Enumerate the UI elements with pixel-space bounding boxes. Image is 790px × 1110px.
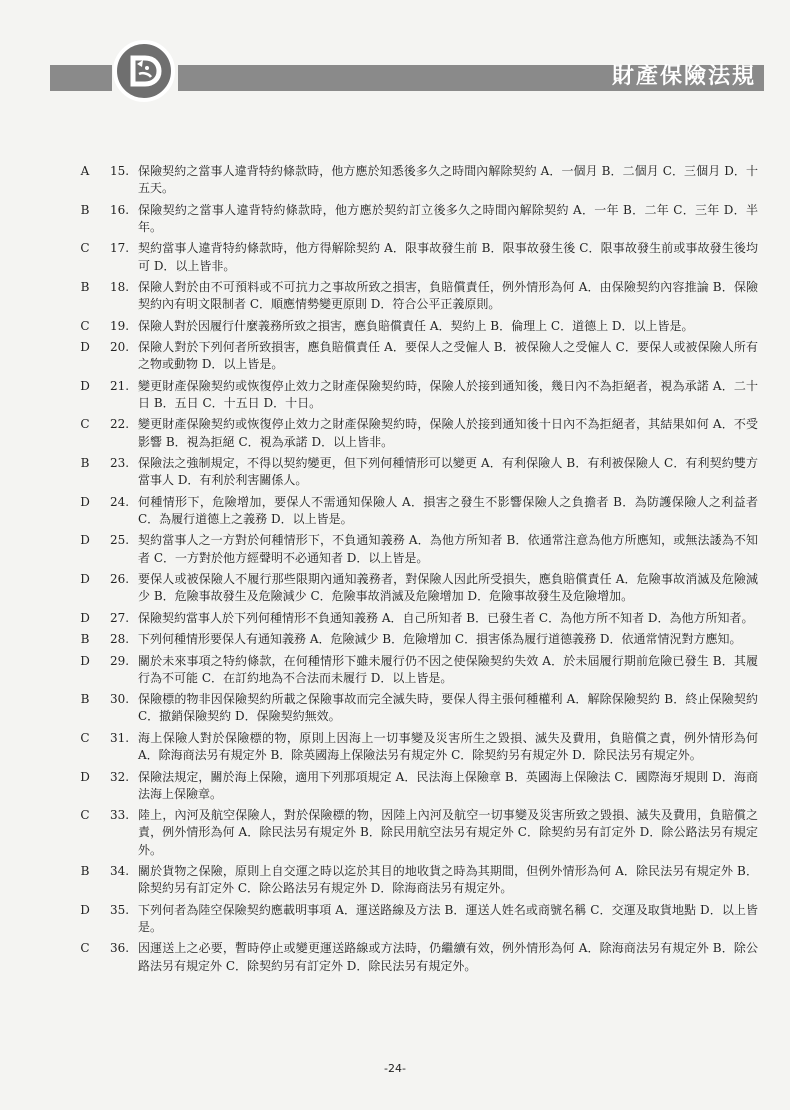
question-item xyxy=(78,279,758,313)
question-text: 契約當事人違背特約條款時，他方得解除契約 A．限事故發生前 B．限事故發生後 C．限事故發生前或事故發生後均可 D．以上皆非。 xyxy=(138,241,758,273)
question-number: 31. xyxy=(110,730,130,745)
question-text: 變更財產保險契約或恢復停止效力之財產保險契約時，保險人於接到通知後十日內不為拒絕者，其結果如何 A．不受影響 B．視為拒絕 C．視為承諾 D．以上皆非。 xyxy=(138,417,758,449)
page-header xyxy=(0,40,790,102)
question-item xyxy=(78,240,758,274)
answer-key: D xyxy=(80,533,90,548)
answer-key: C xyxy=(80,808,90,823)
answer-key: B xyxy=(80,279,90,294)
question-item xyxy=(78,339,758,373)
page-number: -24- xyxy=(384,1062,406,1075)
question-number: 20. xyxy=(110,340,130,355)
dragon-d-logo-icon xyxy=(113,40,175,102)
question-item xyxy=(78,571,758,605)
question-item xyxy=(78,863,758,897)
header-title: 財產保險法規 xyxy=(611,64,756,89)
question-number: 22. xyxy=(110,417,130,432)
answer-key: B xyxy=(80,864,90,879)
question-number: 28. xyxy=(110,632,130,647)
question-text: 保險人對於因履行什麼義務所致之損害，應負賠償責任 A．契約上 B．倫理上 C．道德上 D．以上皆是。 xyxy=(138,318,694,333)
question-text: 保險契約之當事人違背特約條款時，他方應於契約訂立後多久之時間內解除契約 A．一年 B．二年 C．三年 D．半年。 xyxy=(138,202,758,234)
question-number: 26. xyxy=(110,572,130,587)
question-number: 30. xyxy=(110,692,130,707)
question-item xyxy=(78,202,758,236)
question-text: 因運送上之必要，暫時停止或變更運送路線或方法時，仍繼續有效，例外情形為何 A．除海商法另有規定外 B．除公路法另有規定外 C．除契約另有訂定外 D．除民法另有規定外。 xyxy=(138,941,758,973)
question-text: 關於未來事項之特約條款，在何種情形下雖未履行仍不因之使保險契約失效 A．於未屆履行期前危險已發生 B．其履行為不可能 C．在訂約地為不合法而未履行 D．以上皆是。 xyxy=(138,653,758,685)
question-text: 保險契約之當事人違背特約條款時，他方應於知悉後多久之時間內解除契約 A．一個月 B．二個月 C．三個月 D．十五天。 xyxy=(138,164,758,196)
question-item xyxy=(78,532,758,566)
question-item xyxy=(78,631,758,648)
question-item xyxy=(78,416,758,450)
question-text: 保險法規定，關於海上保險，適用下列那項規定 A．民法海上保險章 B．英國海上保險法 C．國際海牙規則 D．海商法海上保險章。 xyxy=(138,769,758,801)
question-text: 下列何種情形要保人有通知義務 A．危險減少 B．危險增加 C．損害係為履行道德義務 D．依通常情況對方應知。 xyxy=(138,632,742,647)
question-text: 保險契約當事人於下列何種情形不負通知義務 A．自己所知者 B．已發生者 C．為他方所不知者 D．為他方所知者。 xyxy=(138,610,754,625)
question-number: 15. xyxy=(110,164,130,178)
question-text: 保險標的物非因保險契約所載之保險事故而完全滅失時，要保人得主張何種權利 A．解除保險契約 B．終止保險契約 C．撤銷保險契約 D．保險契約無效。 xyxy=(138,692,758,724)
answer-key: D xyxy=(80,378,90,393)
answer-key: C xyxy=(80,417,90,432)
question-item xyxy=(78,455,758,489)
answer-key: D xyxy=(80,653,90,668)
question-number: 17. xyxy=(110,241,130,256)
question-item xyxy=(78,494,758,528)
question-number: 24. xyxy=(110,494,130,509)
question-item xyxy=(78,378,758,412)
question-text: 保險人對於下列何者所致損害，應負賠償責任 A．要保人之受僱人 B．被保險人之受僱人 C．要保人或被保險人所有之物或動物 D．以上皆是。 xyxy=(138,340,758,372)
answer-key: D xyxy=(80,494,90,509)
answer-key: D xyxy=(80,572,90,587)
question-item xyxy=(78,163,758,197)
question-item xyxy=(78,691,758,725)
answer-key: A xyxy=(80,164,90,178)
question-number: 27. xyxy=(110,610,130,625)
question-number: 36. xyxy=(110,941,130,956)
question-text: 下列何者為陸空保險契約應載明事項 A．運送路線及方法 B．運送人姓名或商號名稱 C．交運及取貨地點 D．以上皆是。 xyxy=(138,902,758,934)
question-text: 陸上，內河及航空保險人，對於保險標的物，因陸上內河及航空一切事變及災害所致之毀損、滅失及費用，負賠償之責，例外情形為何 A．除民法另有規定外 B．除民用航空法另有規定外 C．除契約另有訂定外 D．除公路法另有規定外。 xyxy=(138,808,758,857)
question-text: 變更財產保險契約或恢復停止效力之財產保險契約時，保險人於接到通知後，幾日內不為拒絕者，視為承諾 A．二十日 B．五日 C．十五日 D．十日。 xyxy=(138,378,758,410)
question-number: 29. xyxy=(110,653,130,668)
question-number: 23. xyxy=(110,456,130,471)
answer-key: C xyxy=(80,730,90,745)
answer-key: B xyxy=(80,456,90,471)
question-text: 海上保險人對於保險標的物，原則上因海上一切事變及災害所生之毀損、滅失及費用，負賠償之責，例外情形為何 A．除海商法另有規定外 B．除英國海上保險法另有規定外 C．除契約另有規定外 D．除民法另有規定外。 xyxy=(138,730,758,763)
question-list xyxy=(78,163,758,979)
question-number: 35. xyxy=(110,902,130,917)
question-number: 19. xyxy=(110,318,130,333)
question-item xyxy=(78,730,758,764)
question-item xyxy=(78,653,758,687)
answer-key: B xyxy=(80,632,90,647)
answer-key: C xyxy=(80,241,90,256)
question-text: 關於貨物之保險，原則上自交運之時以迄於其目的地收貨之時為其期間，但例外情形為何 A．除民法另有規定外 B．除契約另有訂定外 C．除公路法另有規定外 D．除海商法另有規定外。 xyxy=(138,864,758,896)
answer-key: D xyxy=(80,610,90,625)
answer-key: C xyxy=(80,318,90,333)
answer-key: D xyxy=(80,340,90,355)
question-item xyxy=(78,807,758,859)
question-number: 16. xyxy=(110,202,130,217)
question-number: 21. xyxy=(110,378,130,393)
question-text: 要保人或被保險人不履行那些限期內通知義務者，對保險人因此所受損失，應負賠償責任 A．危險事故消滅及危險減少 B．危險事故發生及危險減少 C．危險事故消滅及危險增加 D．危險事故發生及危險增加。 xyxy=(138,572,758,604)
question-text: 保險法之強制規定，不得以契約變更，但下列何種情形可以變更 A．有利保險人 B．有利被保險人 C．有利契約雙方當事人 D．有利於利害關係人。 xyxy=(138,456,758,488)
question-item xyxy=(78,610,758,627)
answer-key: C xyxy=(80,941,90,956)
question-text: 契約當事人之一方對於何種情形下，不負通知義務 A．為他方所知者 B．依通常注意為他方所應知，或無法諉為不知者 C．一方對於他方經聲明不必通知者 D．以上皆是。 xyxy=(138,533,758,565)
question-item xyxy=(78,318,758,335)
question-number: 34. xyxy=(110,864,130,879)
question-text: 何種情形下，危險增加，要保人不需通知保險人 A．損害之發生不影響保險人之負擔者 B．為防護保險人之利益者 C．為履行道德上之義務 D．以上皆是。 xyxy=(138,494,758,526)
question-number: 33. xyxy=(110,808,130,823)
question-item xyxy=(78,940,758,974)
answer-key: D xyxy=(80,769,90,784)
question-text: 保險人對於由不可預料或不可抗力之事故所致之損害，負賠償責任，例外情形為何 A．由保險契約內容推論 B．保險契約內有明文限制者 C．順應情勢變更原則 D．符合公平正義原則。 xyxy=(138,279,758,312)
question-number: 32. xyxy=(110,769,130,784)
question-item xyxy=(78,902,758,936)
answer-key: D xyxy=(80,902,90,917)
answer-key: B xyxy=(80,202,90,217)
header-band-left xyxy=(50,65,112,91)
question-number: 18. xyxy=(110,279,130,294)
question-number: 25. xyxy=(110,533,130,548)
answer-key: B xyxy=(80,692,90,707)
question-item xyxy=(78,769,758,803)
